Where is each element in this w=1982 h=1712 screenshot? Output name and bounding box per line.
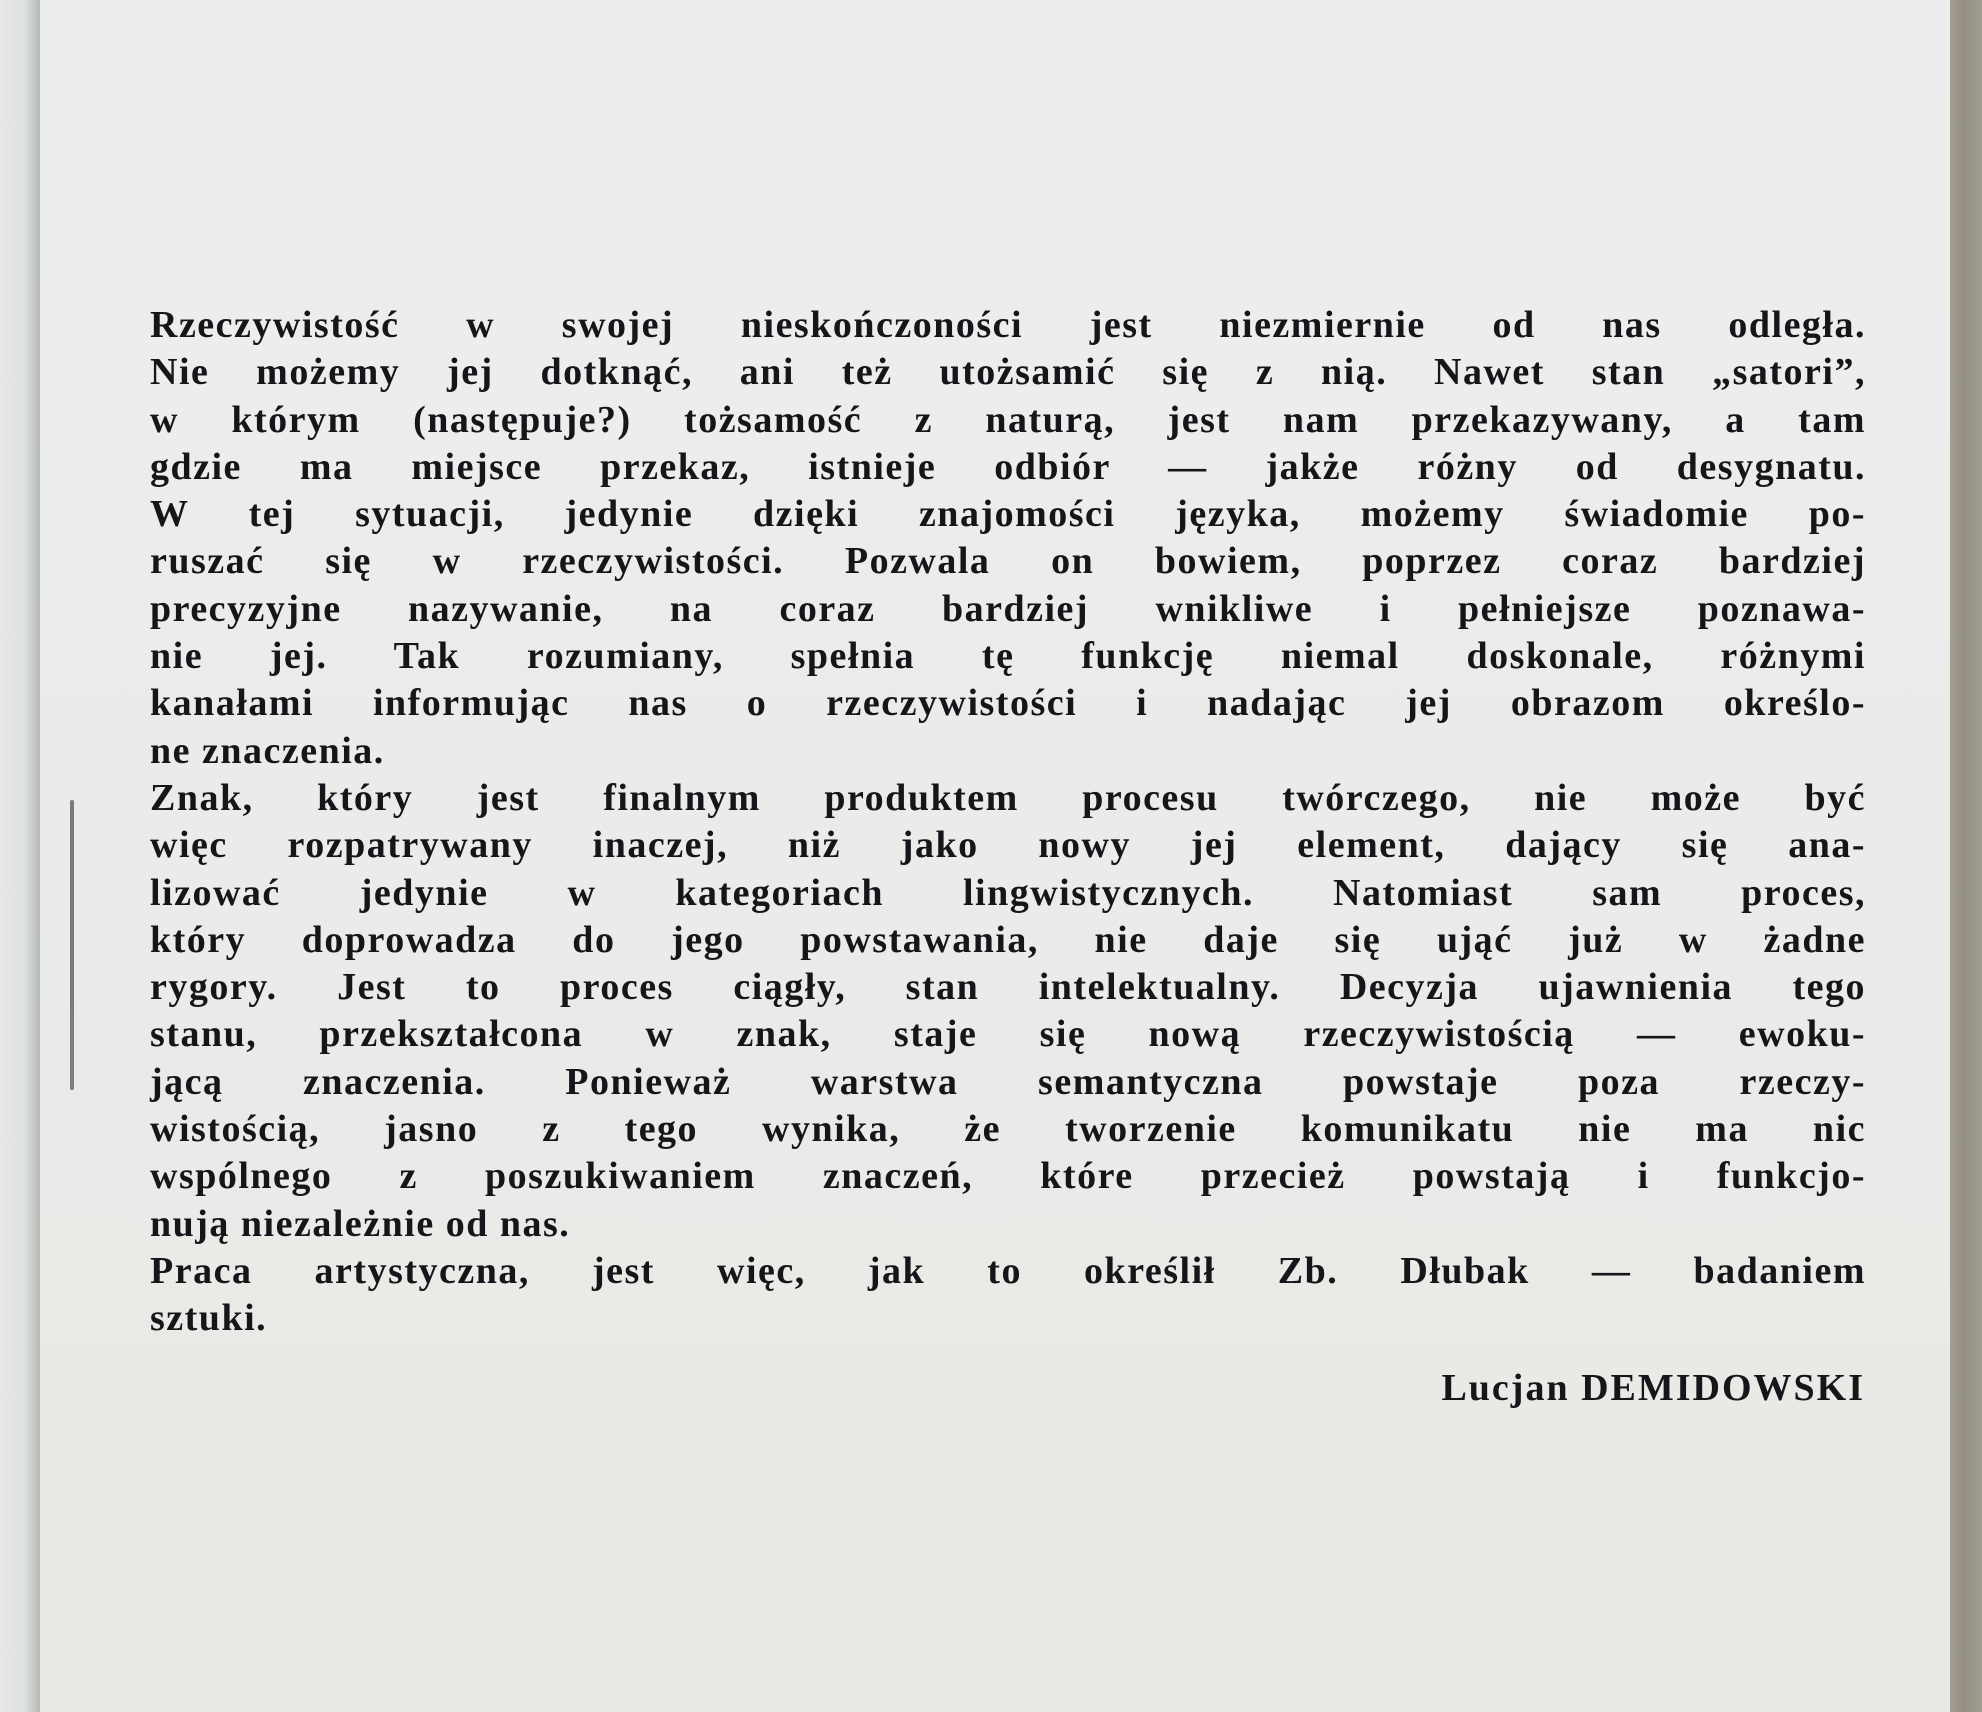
text-line: rygory. Jest to proces ciągły, stan intelektualny. Decyzja ujawnienia tego bbox=[150, 966, 1866, 1009]
text-line: precyzyjne nazywanie, na coraz bardziej wnikliwe i pełniejsze poznawa- bbox=[150, 587, 1866, 630]
text-line: gdzie ma miejsce przekaz, istnieje odbiór — jakże różny od desygnatu. bbox=[150, 445, 1866, 488]
text-line: w którym (następuje?) tożsamość z naturą, jest nam przekazywany, a tam bbox=[150, 398, 1866, 441]
background-surface bbox=[1945, 0, 1982, 1712]
essay-body bbox=[150, 302, 1866, 1343]
text-line: jącą znaczenia. Ponieważ warstwa semantyczna powstaje poza rzeczy- bbox=[150, 1060, 1866, 1103]
paragraph-3 bbox=[150, 1248, 1866, 1343]
text-line: stanu, przekształcona w znak, staje się nową rzeczywistością — ewoku- bbox=[150, 1013, 1866, 1056]
author-signature: Lucjan DEMIDOWSKI bbox=[1441, 1367, 1865, 1409]
text-line: wspólnego z poszukiwaniem znaczeń, które przecież powstają i funkcjo- bbox=[150, 1155, 1866, 1198]
text-line: Rzeczywistość w swojej nieskończoności jest niezmiernie od nas odległa. bbox=[150, 304, 1866, 346]
paragraph-1 bbox=[150, 302, 1866, 775]
text-line: więc rozpatrywany inaczej, niż jako nowy jej element, dający się ana- bbox=[150, 824, 1866, 867]
text-line: Znak, który jest finalnym produktem procesu twórczego, nie może być bbox=[150, 776, 1866, 819]
paragraph-2 bbox=[150, 775, 1866, 1248]
text-line: Praca artystyczna, jest więc, jak to określił Zb. Dłubak — badaniem bbox=[150, 1249, 1866, 1292]
text-line: ruszać się w rzeczywistości. Pozwala on bowiem, poprzez coraz bardziej bbox=[150, 540, 1866, 583]
text-line: sztuki. bbox=[150, 1297, 268, 1340]
text-line: lizować jedynie w kategoriach lingwistycznych. Natomiast sam proces, bbox=[150, 871, 1866, 914]
text-line: który doprowadza do jego powstawania, nie daje się ująć już w żadne bbox=[150, 918, 1866, 961]
text-line: ne znaczenia. bbox=[150, 729, 385, 772]
staple-binding bbox=[70, 800, 74, 1090]
text-line: kanałami informując nas o rzeczywistości i nadając jej obrazom określo- bbox=[150, 682, 1866, 725]
text-line: wistością, jasno z tego wynika, że tworzenie komunikatu nie ma nic bbox=[150, 1108, 1866, 1151]
text-line: nie jej. Tak rozumiany, spełnia tę funkcję niemal doskonale, różnymi bbox=[150, 635, 1866, 678]
previous-page-edge bbox=[0, 0, 40, 1712]
text-line: nują niezależnie od nas. bbox=[150, 1202, 571, 1245]
text-line: W tej sytuacji, jedynie dzięki znajomości języka, możemy świadomie po- bbox=[150, 493, 1866, 536]
text-line: Nie możemy jej dotknąć, ani też utożsamić się z nią. Nawet stan „satori”, bbox=[150, 351, 1866, 394]
